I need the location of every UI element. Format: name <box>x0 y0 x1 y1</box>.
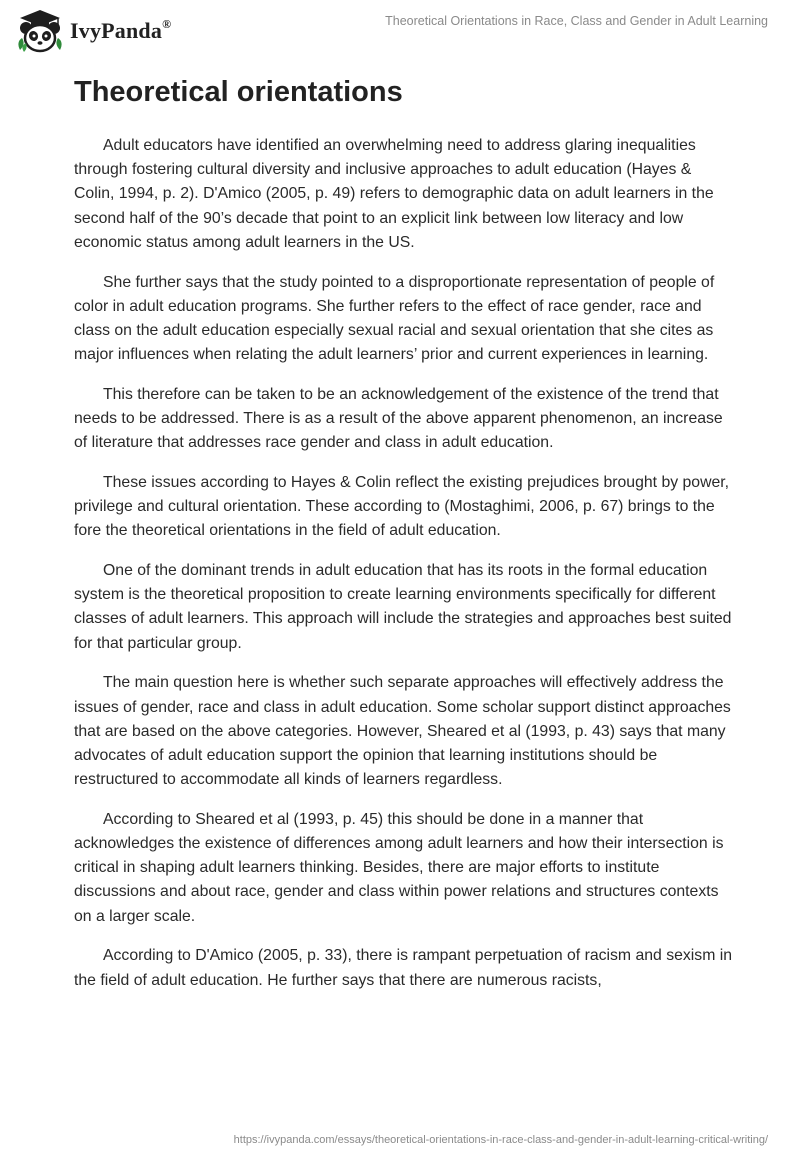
registered-mark: ® <box>162 16 172 31</box>
paragraph-8: According to D'Amico (2005, p. 33), there is rampant perpetuation of racism and sexism in the field of adult education. He further says that there are numerous racists, <box>74 947 733 989</box>
paragraph-2: She further says that the study pointed to a disproportionate representation of people of color in adult education programs. She further refers to the effect of race gender, race and class on the adult education especially sexual racial and sexual orientation that she cites as major influences when relating the adult learners’ prior and current experiences in learning. <box>74 273 715 364</box>
paragraph-1: Adult educators have identified an overwhelming need to address glaring inequalities through fostering cultural diversity and inclusive approaches to adult education (Hayes & Colin, 1994, p. 2). D'Amico (2005, p. 49) refers to demographic data on adult learners in the second half of the 90’s decade that point to an explicit link between low literacy and low economic status among adult learners in the US. <box>74 137 714 251</box>
panda-graduate-icon <box>14 8 66 54</box>
logo[interactable] <box>14 8 171 54</box>
source-url[interactable]: https://ivypanda.com/essays/theoretical-orientations-in-race-class-and-gender-in-adult-learning-critical-writing/ <box>233 1134 768 1146</box>
paragraph-3: This therefore can be taken to be an acknowledgement of the existence of the trend that needs to be addressed. There is as a result of the above apparent phenomenon, an increase of literature that addresses race gender and class in adult education. <box>74 385 723 452</box>
paragraph-6: The main question here is whether such separate approaches will effectively address the issues of gender, race and class in adult education. Some scholar support distinct approaches that are based on the above categories. However, Sheared et al (1993, p. 43) says that many advocates of adult education support the opinion that learning institutions should be restructured to accommodate all kinds of learners regardless. <box>74 674 731 789</box>
logo-wordmark: IvyPanda <box>70 18 163 43</box>
article-body <box>74 72 734 1008</box>
paragraph-4: These issues according to Hayes & Colin reflect the existing prejudices brought by power, privilege and cultural orientation. These according to (Mostaghimi, 2006, p. 67) brings to the fore the theoretical orientations in the field of adult education. <box>74 473 730 540</box>
paragraph-7: According to Sheared et al (1993, p. 45) this should be done in a manner that acknowledges the existence of differences among adult learners and how their intersection is critical in shaping adult learners thinking. Besides, there are major efforts to institute discussions and about race, gender and class within power relations and structures contexts on a larger scale. <box>74 810 724 925</box>
section-heading: Theoretical orientations <box>74 76 403 108</box>
document-title: Theoretical Orientations in Race, Class and Gender in Adult Learning <box>385 14 768 28</box>
page-header <box>0 0 800 60</box>
logo-text <box>70 18 171 44</box>
paragraph-5: One of the dominant trends in adult education that has its roots in the formal education system is the theoretical proposition to create learning environments specifically for different classes of adult learners. This approach will include the strategies and approaches best suited for that particular group. <box>74 562 732 652</box>
